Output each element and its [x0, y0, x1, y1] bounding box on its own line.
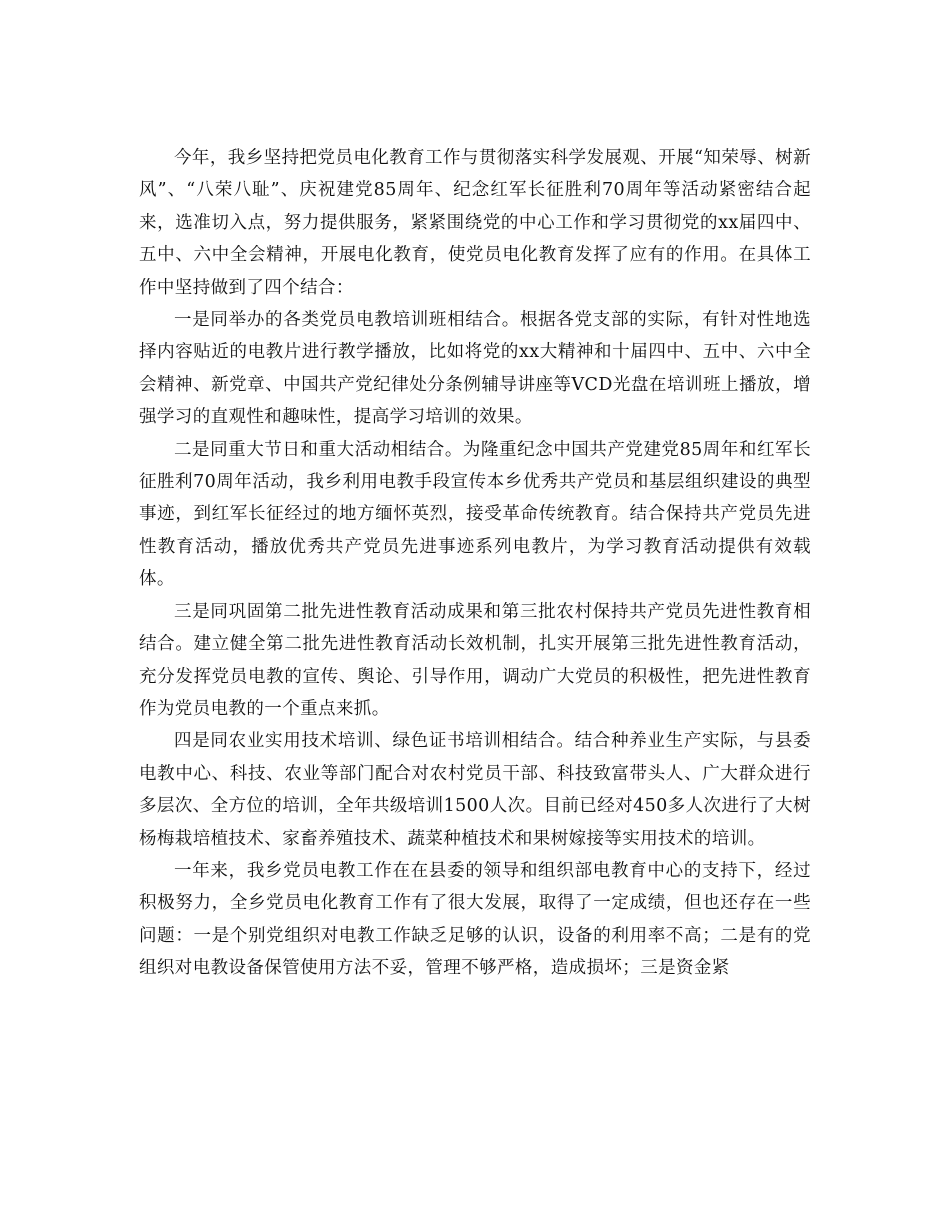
paragraph-combination-three: 三是同巩固第二批先进性教育活动成果和第三批农村保持共产党员先进性教育相结合。建立健全第二批先进性教育活动长效机制，扎实开展第三批先进性教育活动，充分发挥党员电教的宣传、舆论、引导作用，调动广大党员的积极性，把先进性教育作为党员电教的一个重点来抓。 [139, 601, 811, 719]
paragraph-combination-one: 一是同举办的各类党员电教培训班相结合。根据各党支部的实际，有针对性地选择内容贴近的电教片进行教学播放，比如将党的xx大精神和十届四中、五中、六中全会精神、新党章、中国共产党纪律处分条例辅导讲座等VCD光盘在培训班上播放，增强学习的直观性和趣味性，提高学习培训的效果。 [139, 310, 811, 428]
paragraph-combination-two: 二是同重大节日和重大活动相结合。为隆重纪念中国共产党建党85周年和红军长征胜利70周年活动，我乡利用电教手段宣传本乡优秀共产党员和基层组织建设的典型事迹，到红军长征经过的地方缅怀英烈，接受革命传统教育。结合保持共产党员先进性教育活动，播放优秀共产党员先进事迹系列电教片，为学习教育活动提供有效载体。 [139, 439, 811, 590]
paragraph-summary: 一年来，我乡党员电教工作在在县委的领导和组织部电教育中心的支持下，经过积极努力，全乡党员电化教育工作有了很大发展，取得了一定成绩，但也还存在一些问题：一是个别党组织对电教工作缺乏足够的认识，设备的利用率不高；二是有的党组织对电教设备保管使用方法不妥，管理不够严格，造成损坏；三是资金紧 [139, 860, 811, 979]
paragraph-intro: 今年，我乡坚持把党员电化教育工作与贯彻落实科学发展观、开展“知荣辱、树新风”、“八荣八耻”、庆祝建党85周年、纪念红军长征胜利70周年等活动紧密结合起来，选准切入点，努力提供服务，紧紧围绕党的中心工作和学习贯彻党的xx届四中、五中、六中全会精神，开展电化教育，使党员电化教育发挥了应有的作用。在具体工作中坚持做到了四个结合： [139, 148, 811, 298]
paragraph-combination-four: 四是同农业实用技术培训、绿色证书培训相结合。结合种养业生产实际，与县委电教中心、科技、农业等部门配合对农村党员干部、科技致富带头人、广大群众进行多层次、全方位的培训，全年共级培训1500人次。目前已经对450多人次进行了大树杨梅栽培植技术、家畜养殖技术、蔬菜种植技术和果树嫁接等实用技术的培训。 [139, 731, 811, 849]
document-body [139, 142, 811, 985]
